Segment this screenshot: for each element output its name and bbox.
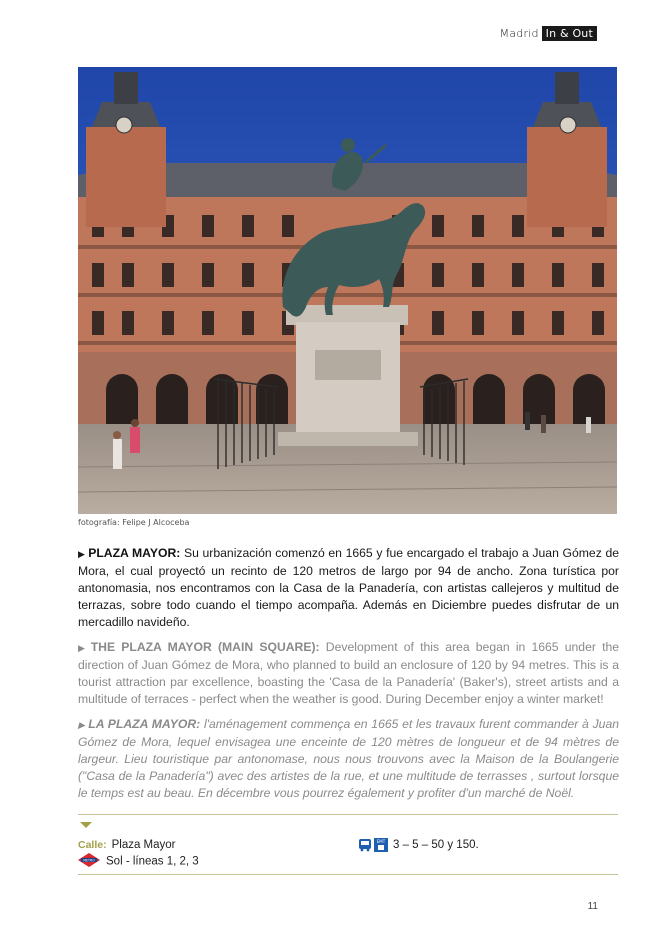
metro-logo-icon [78, 853, 100, 870]
paragraph-title: PLAZA MAYOR: [88, 546, 181, 560]
street-value: Plaza Mayor [111, 839, 176, 851]
emt-badge-icon [374, 838, 388, 852]
paragraph-english [78, 639, 619, 708]
paragraph-body: l'aménagement commença en 1665 et les travaux furent commander à Juan Gómez de Mora, lequel envisagea une enceinte de 120 mètres de longueur et de 94 mètres de largeur. Lieu touristique par antonomase, nous nous trouvons avec la Maison de la Boulangerie ("Casa de la Panadería") avec des artistes de la rue, et une multitude de terrasses , surtout lorsque le temps est au beau. En décembre vous pourrez également y profiter d'un marché de Noël. [78, 717, 620, 800]
divider-bottom [78, 874, 618, 875]
paragraph-title: THE PLAZA MAYOR (MAIN SQUARE): [90, 640, 320, 654]
bullet-arrow-icon: ▶ [78, 549, 86, 559]
paragraph-body: Su urbanización comenzó en 1665 y fue encargado el trabajo a Juan Gómez de Mora, el cual proyectó un recinto de 120 metros de largo por 94 de ancho. Zona turística por antonomasia, nos encontramos con la Casa de la Panadería, con artistas callejeros y multitud de terrazas, sobre todo cuando el tiempo acompaña. Además en Diciembre puedes disfrutar de un mercadillo navideño. [78, 546, 619, 629]
plaza-mayor-photo [78, 67, 617, 514]
bus-lines: 3 – 5 – 50 y 150. [393, 839, 479, 852]
metro-logo-text: METRO [83, 858, 95, 863]
street-info [78, 839, 176, 851]
bus-info [358, 838, 479, 852]
brand-name: Madrid [499, 27, 539, 40]
street-label: Calle: [78, 839, 107, 851]
page-number: 11 [587, 901, 598, 912]
paragraph-spanish [78, 545, 619, 631]
dropdown-triangle-icon [80, 822, 92, 828]
photo-credit: fotografía: Felipe J Alcoceba [78, 518, 190, 527]
photo-illustration [78, 67, 617, 514]
bus-icon [358, 838, 372, 852]
brand-tag: In & Out [542, 26, 597, 41]
emt-badge-text: EMT [376, 839, 386, 844]
paragraph-title: LA PLAZA MAYOR: [88, 717, 201, 731]
paragraph-body: Development of this area began in 1665 under the direction of Juan Gómez de Mora, who planned to build an enclosure of 120 by 94 metres. This is a tourist attraction par excellence, boasting the 'Casa de la Panadería' (Baker's), street artists and a multitude of terraces - perfect when the weather is good. During December enjoy a winter market! [78, 640, 620, 706]
metro-value: Sol - líneas 1, 2, 3 [106, 855, 199, 868]
paragraph-french [78, 716, 619, 802]
bullet-arrow-icon: ▶ [78, 720, 86, 730]
metro-info [78, 853, 199, 870]
divider-top [78, 814, 618, 815]
bullet-arrow-icon: ▶ [78, 643, 88, 653]
page-header [500, 26, 597, 41]
